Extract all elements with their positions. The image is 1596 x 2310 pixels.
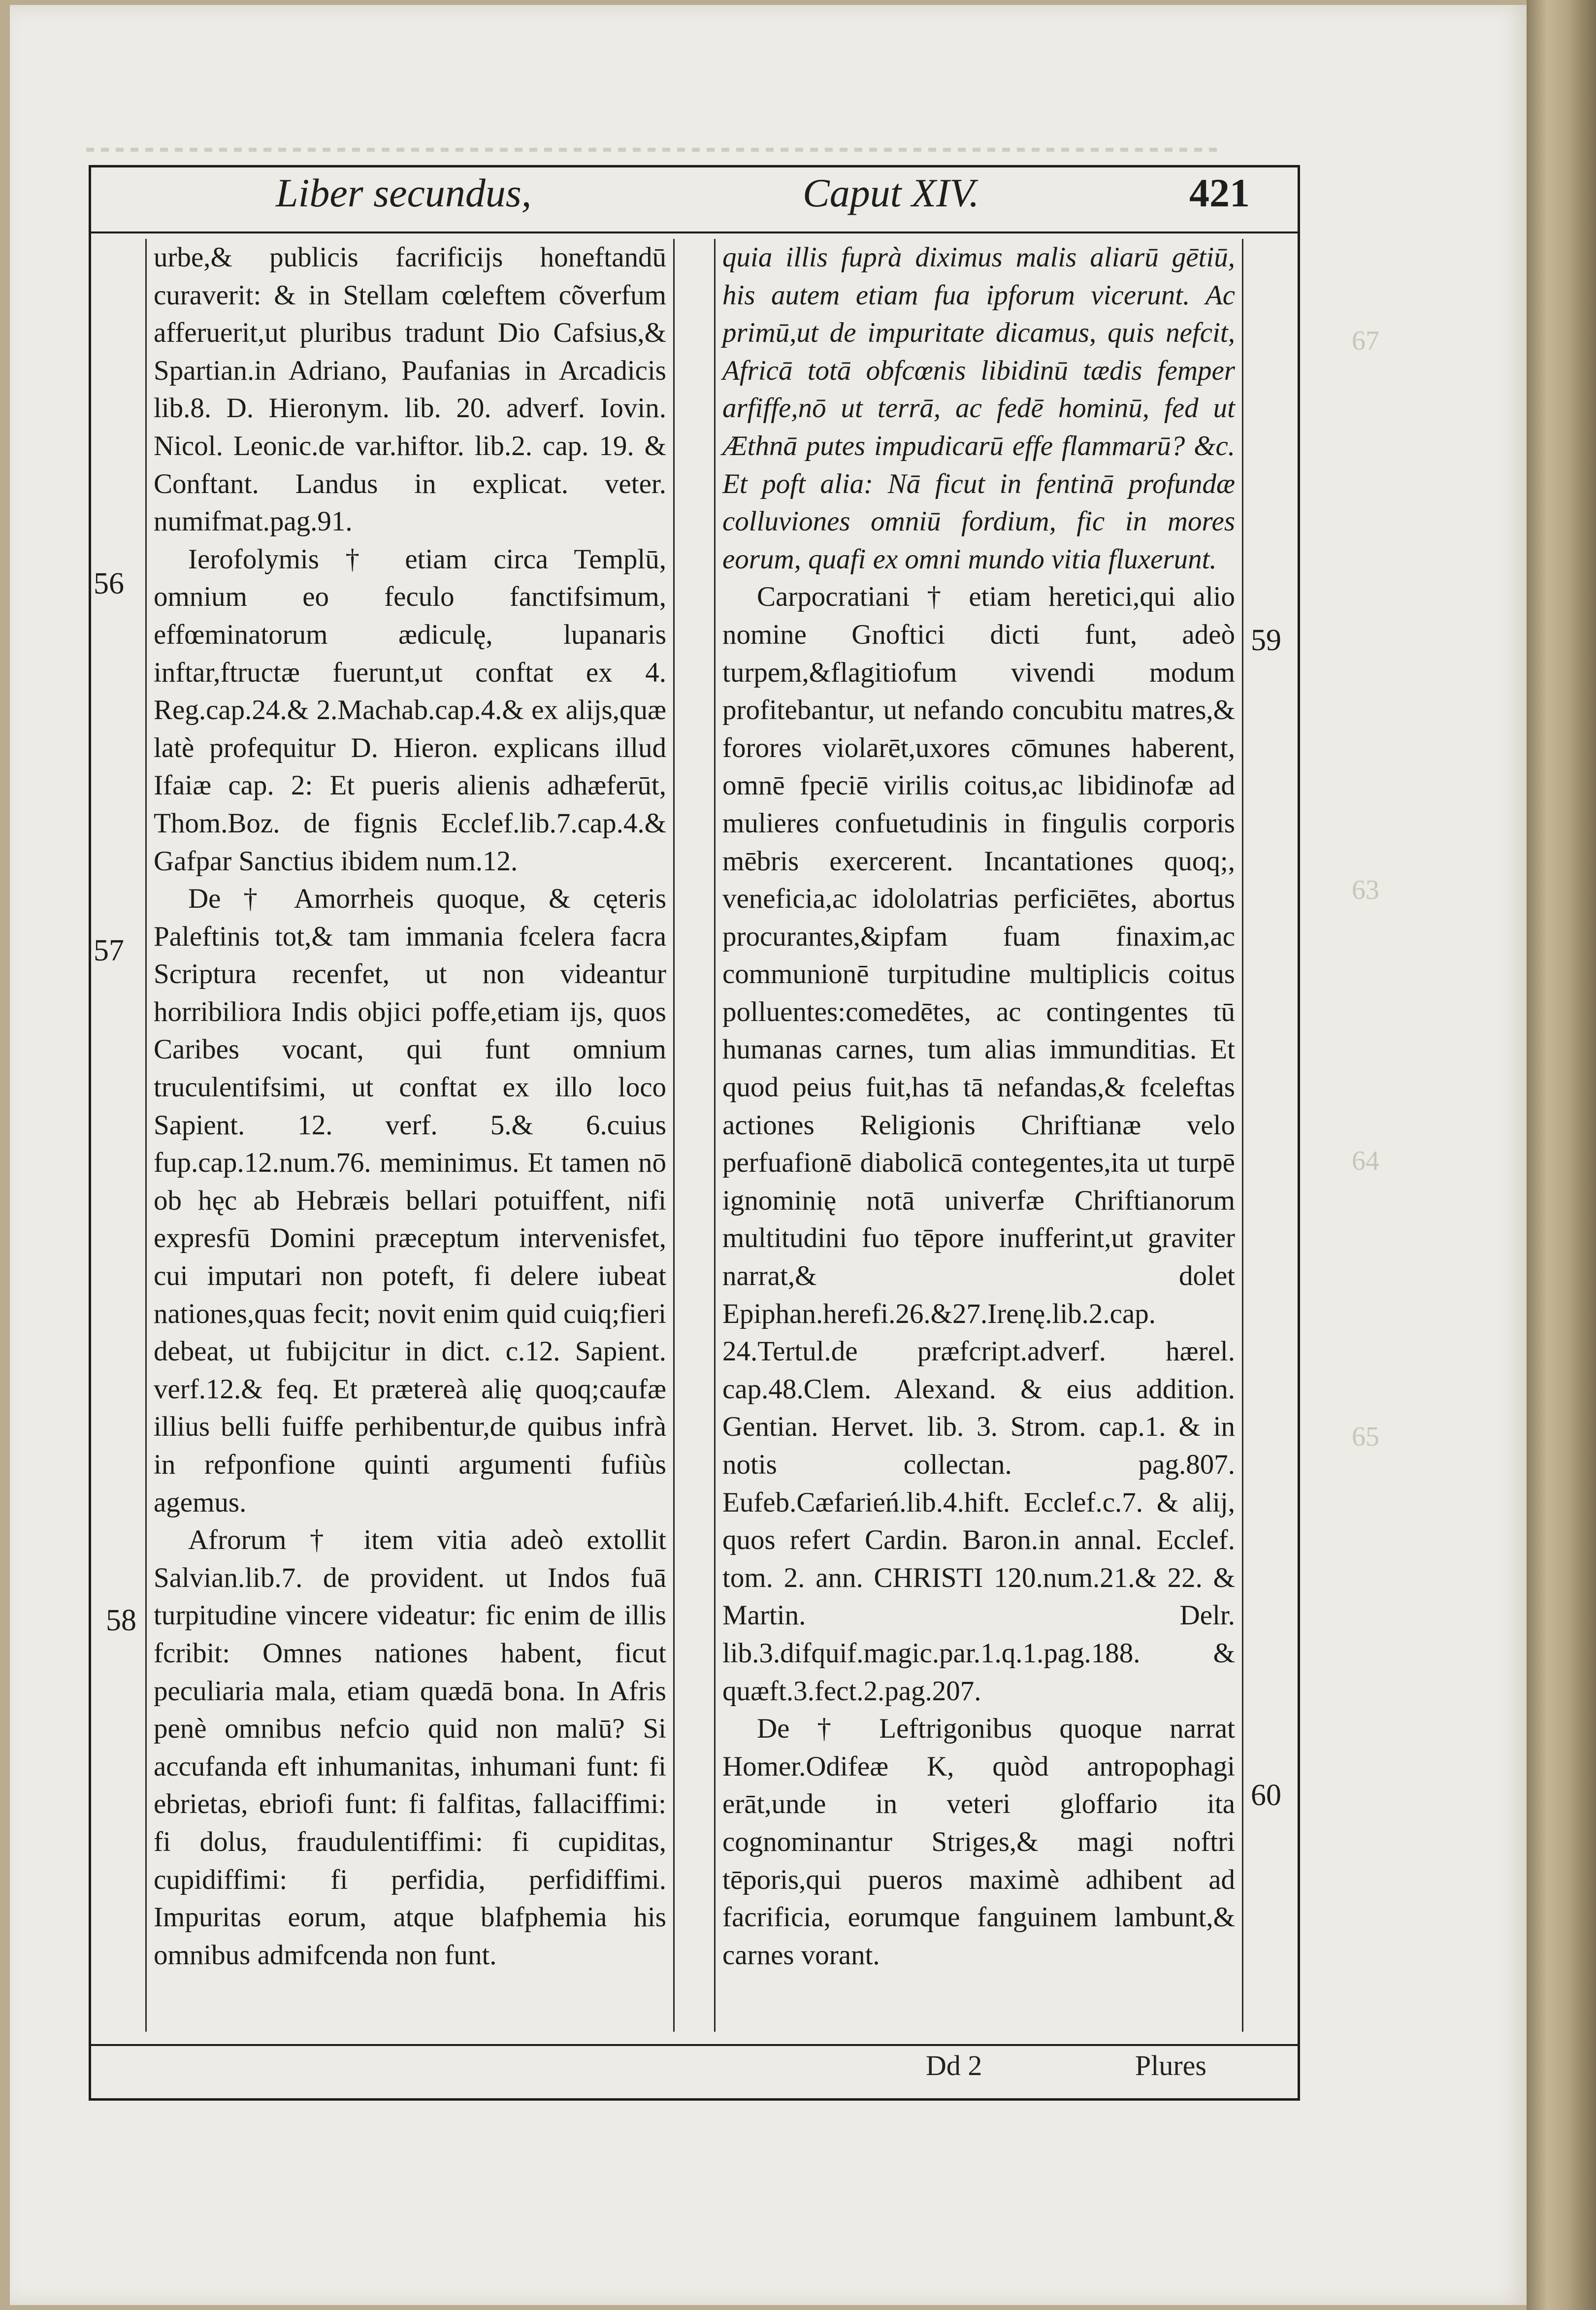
bleed-through-number: 67: [1352, 326, 1379, 356]
margin-number: 57: [94, 934, 124, 967]
paragraph: De † Amorrheis quoque, & cęteris Paleftinis tot,& tam immania fcelera facra Scriptura recenfet, ut non videantur horribiliora Indis objici poffe,etiam ijs, quos Caribes vocant, qui funt omnium truculentifsimi, ut conftat ex illo loco Sapient. 12. verf. 5.& 6.cuius fup.cap.12.num.76. meminimus. Et tamen nō ob hęc ab Hebræis bellari potuiffent, nifi expresfū Domini præceptum intervenisfet, cui imputari non poteft, fi delere iubeat nationes,quas fecit; novit enim quid cuiq;fieri debeat, ut fubijcitur in dict. c.12. Sapient. verf.12.& feq. Et prætereà alię quoq;caufæ illius belli fuiffe perhibentur,de quibus infrà in refponfione quinti argumenti fufiùs agemus.: [154, 883, 666, 1518]
footer-rule: [89, 2044, 1300, 2046]
chapter-title: Caput XIV.: [803, 170, 979, 215]
right-column: [714, 239, 1243, 2032]
bleed-through-number: 63: [1352, 875, 1379, 905]
page-edge: [1527, 0, 1596, 2310]
margin-number: 56: [94, 567, 124, 600]
paragraph: urbe,& publicis facrificijs honeftandū curaverit: & in Stellam cœleftem cõverfum afferuerit,ut pluribus tradunt Dio Cafsius,& Spartian.in Adriano, Paufanias in Arcadicis lib.8. D. Hieronym. lib. 20. adverf. Iovin. Nicol. Leonic.de var.hiftor. lib.2. cap. 19. & Conftant. Landus in explicat. veter. numifmat.pag.91.: [154, 242, 666, 537]
left-column: [145, 239, 675, 2032]
catchword: Plures: [1135, 2049, 1206, 2081]
paragraph: Ierofolymis † etiam circa Templū, omnium eo feculo fanctifsimum, effœminatorum ædiculę, lupanaris inftar,ftructæ fuerunt,ut conftat ex 4. Reg.cap.24.& 2.Machab.cap.4.& ex alijs,quæ latè profequitur D. Hieron. explicans illud Ifaiæ cap. 2: Et pueris alienis adhæferūt, Thom.Boz. de fignis Ecclef.lib.7.cap.4.& Gafpar Sanctius ibidem num.12.: [154, 543, 666, 877]
bleed-through-number: 65: [1352, 1421, 1379, 1452]
paragraph: Afrorum † item vitia adeò extollit Salvian.lib.7. de provident. ut Indos fuā turpitudine vincere videatur: fic enim de illis fcribit: Omnes nationes habent, ficut peculiaria mala, etiam quædā bona. In Afris penè omnibus nefcio quid non malū? Si accufanda eft inhumanitas, inhumani funt: fi ebrietas, ebriofi funt: fi falfitas, fallaciffimi: fi dolus, fraudulentiffimi: fi cupiditas, cupidiffimi: fi perfidia, perfidiffimi. Impuritas eorum, atque blafphemia his omnibus admifcenda non funt.: [154, 1524, 666, 1971]
bleed-through-number: 64: [1352, 1146, 1379, 1176]
bleed-through: [86, 148, 1219, 152]
running-head: [89, 170, 1300, 224]
header-rule: [89, 231, 1300, 233]
signature-mark: Dd 2: [926, 2049, 982, 2081]
folio-number: 421: [1189, 170, 1250, 215]
margin-number: 58: [106, 1604, 136, 1637]
paragraph: quia illis fuprà diximus malis aliarū gētiū, his autem etiam fua ipforum vicerunt. Ac primū,ut de impuritate dicamus, quis nefcit, Africā totā obfcœnis libidinū tædis femper arfiffe,nō ut terrā, ac fedē hominū, fed ut Æthnā putes impudicarū effe flammarū? &c. Et poft alia: Nā ficut in fentinā profundæ colluviones omniū fordium, fic in mores eorum, quafi ex omni mundo vitia fluxerunt.: [722, 242, 1235, 575]
book-title: Liber secundus,: [276, 170, 532, 215]
paragraph: De † Leftrigonibus quoque narrat Homer.Odifeæ K, quòd antropophagi erāt,unde in veteri gloffario ita cognominantur Striges,& magi noftri tēporis,qui pueros maximè adhibent ad facrificia, eorumque fanguinem lambunt,& carnes vorant.: [722, 1713, 1235, 1971]
paragraph: Carpocratiani † etiam heretici,qui alio nomine Gnoftici dicti funt, adeò turpem,&flagitiofum vivendi modum profitebantur, ut nefando concubitu matres,& forores violarēt,uxores cōmunes haberent, omnē fpeciē virilis coitus,ac libidinofæ ad mulieres confuetudinis in fingulis corporis mēbris exercerent. Incantationes quoq;, veneficia,ac idololatrias perficiētes, abortus procurantes,&ipfam fuam finaxim,ac communionē turpitudine multiplicis coitus polluentes:comedētes, ac contingentes tū humanas carnes, tum alias immunditias. Et quod peius fuit,has tā nefandas,& fceleftas actiones Religionis Chriftianæ velo perfuafionē diabolicā contegentes,ita ut turpē ignominię notā univerfæ Chriftianorum multitudini fuo tēpore inufferint,ut graviter narrat,& dolet Epiphan.herefi.26.&27.Irenę.lib.2.cap. 24.Tertul.de præfcript.adverf. hærel. cap.48.Clem. Alexand. & eius addition. Gentian. Hervet. lib. 3. Strom. cap.1. & in notis collectan. pag.807. Eufeb.Cæfarień.lib.4.hift. Ecclef.c.7. & alij, quos refert Cardin. Baron.in annal. Ecclef. tom. 2. ann. CHRISTI 120.num.21.& 22. & Martin. Delr. lib.3.difquif.magic.par.1.q.1.pag.188. & quæft.3.fect.2.pag.207.: [722, 581, 1235, 1707]
margin-number: 60: [1251, 1779, 1281, 1812]
margin-number: 59: [1251, 624, 1281, 657]
